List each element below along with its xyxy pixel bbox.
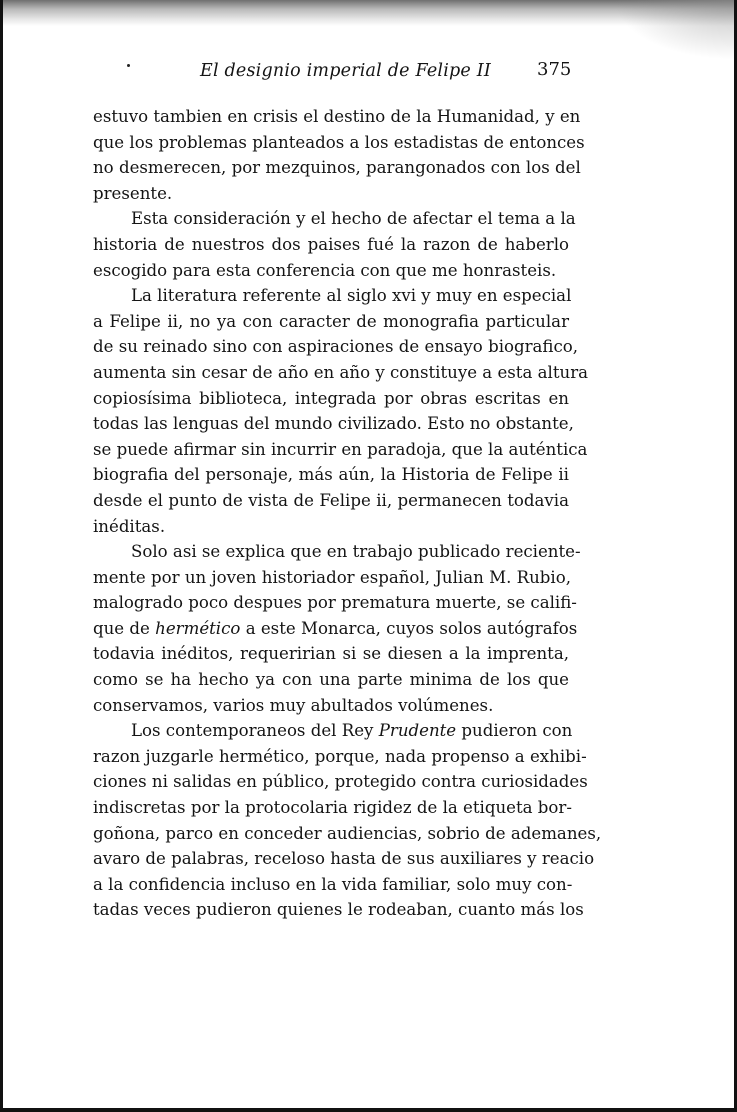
text-line: estuvo tambien en crisis el destino de la Humanidad, y en — [93, 107, 581, 126]
text-line: desde el punto de vista de Felipe ii, permanecen todavia — [93, 490, 569, 510]
text-line — [93, 616, 578, 642]
text-line: aumenta sin cesar de año en año y constituye a esta altura — [93, 362, 589, 382]
text-line: tadas veces pudieron quienes le rodeaban, cuanto más los — [93, 900, 584, 920]
text-line: mente por un joven historiador español, Julian M. Rubio, — [93, 567, 571, 587]
paragraph-3 — [93, 283, 589, 539]
text-line: conservamos, varios muy abultados volúmenes. — [93, 695, 494, 715]
text-line: Solo asi se explica que en trabajo publicado reciente- — [131, 542, 581, 562]
paragraph-4 — [93, 539, 581, 718]
body-text — [93, 104, 602, 923]
text-line: indiscretas por la protocolaria rigidez de la etiqueta bor- — [93, 798, 572, 818]
text-span: que de — [93, 618, 150, 638]
text-line: como se ha hecho ya con una parte minima de los que — [93, 670, 569, 690]
running-head — [3, 58, 734, 88]
text-span: Los contemporaneos del Rey — [131, 721, 374, 741]
text-line: malogrado poco despues por prematura muerte, se califi- — [93, 593, 577, 613]
text-line: biografia del personaje, más aún, la Historia de Felipe ii — [93, 465, 569, 485]
text-line: Esta consideración y el hecho de afectar el tema a la — [131, 209, 576, 229]
text-line: razon juzgarle hermético, porque, nada propenso a exhibi- — [93, 746, 587, 766]
text-span: pudieron con — [461, 721, 573, 741]
text-line: goñona, parco en conceder audiencias, sobrio de ademanes, — [93, 823, 602, 843]
text-line: avaro de palabras, receloso hasta de sus auxiliares y reacio — [93, 849, 595, 869]
text-line: inéditas. — [93, 516, 166, 536]
text-line: todavia inéditos, requeririan si se diesen a la imprenta, — [93, 644, 569, 664]
page-number: 375 — [537, 59, 572, 80]
text-line: a la confidencia incluso en la vida familiar, solo muy con- — [93, 874, 573, 894]
text-line: de su reinado sino con aspiraciones de ensayo biografico, — [93, 337, 579, 357]
text-line: no desmerecen, por mezquinos, parangonados con los del — [93, 158, 581, 178]
paragraph-2 — [93, 206, 576, 283]
text-line: historia de nuestros dos paises fué la razon de haberlo — [93, 234, 569, 254]
text-line: a Felipe ii, no ya con caracter de monografia particular — [93, 311, 569, 331]
running-title: El designio imperial de Felipe II — [200, 61, 491, 81]
text-line: que los problemas planteados a los estadistas de entonces — [93, 132, 585, 152]
text-span: a este Monarca, cuyos solos autógrafos — [245, 618, 578, 638]
italic-word: hermético — [155, 618, 241, 638]
text-line: escogido para esta conferencia con que me honrasteis. — [93, 260, 557, 280]
scan-corner-shadow — [614, 0, 734, 60]
italic-word: Prudente — [378, 721, 457, 741]
paragraph-1 — [93, 104, 585, 206]
text-line: copiosísima biblioteca, integrada por obras escritas en — [93, 388, 569, 408]
text-line — [93, 718, 573, 744]
text-line: La literatura referente al siglo xvi y muy en especial — [131, 286, 572, 306]
text-line: todas las lenguas del mundo civilizado. Esto no obstante, — [93, 414, 574, 434]
text-line: presente. — [93, 183, 173, 203]
text-line: se puede afirmar sin incurrir en paradoja, que la auténtica — [93, 439, 588, 459]
text-line: ciones ni salidas en público, protegido contra curiosidades — [93, 772, 588, 792]
paragraph-5 — [93, 718, 602, 923]
